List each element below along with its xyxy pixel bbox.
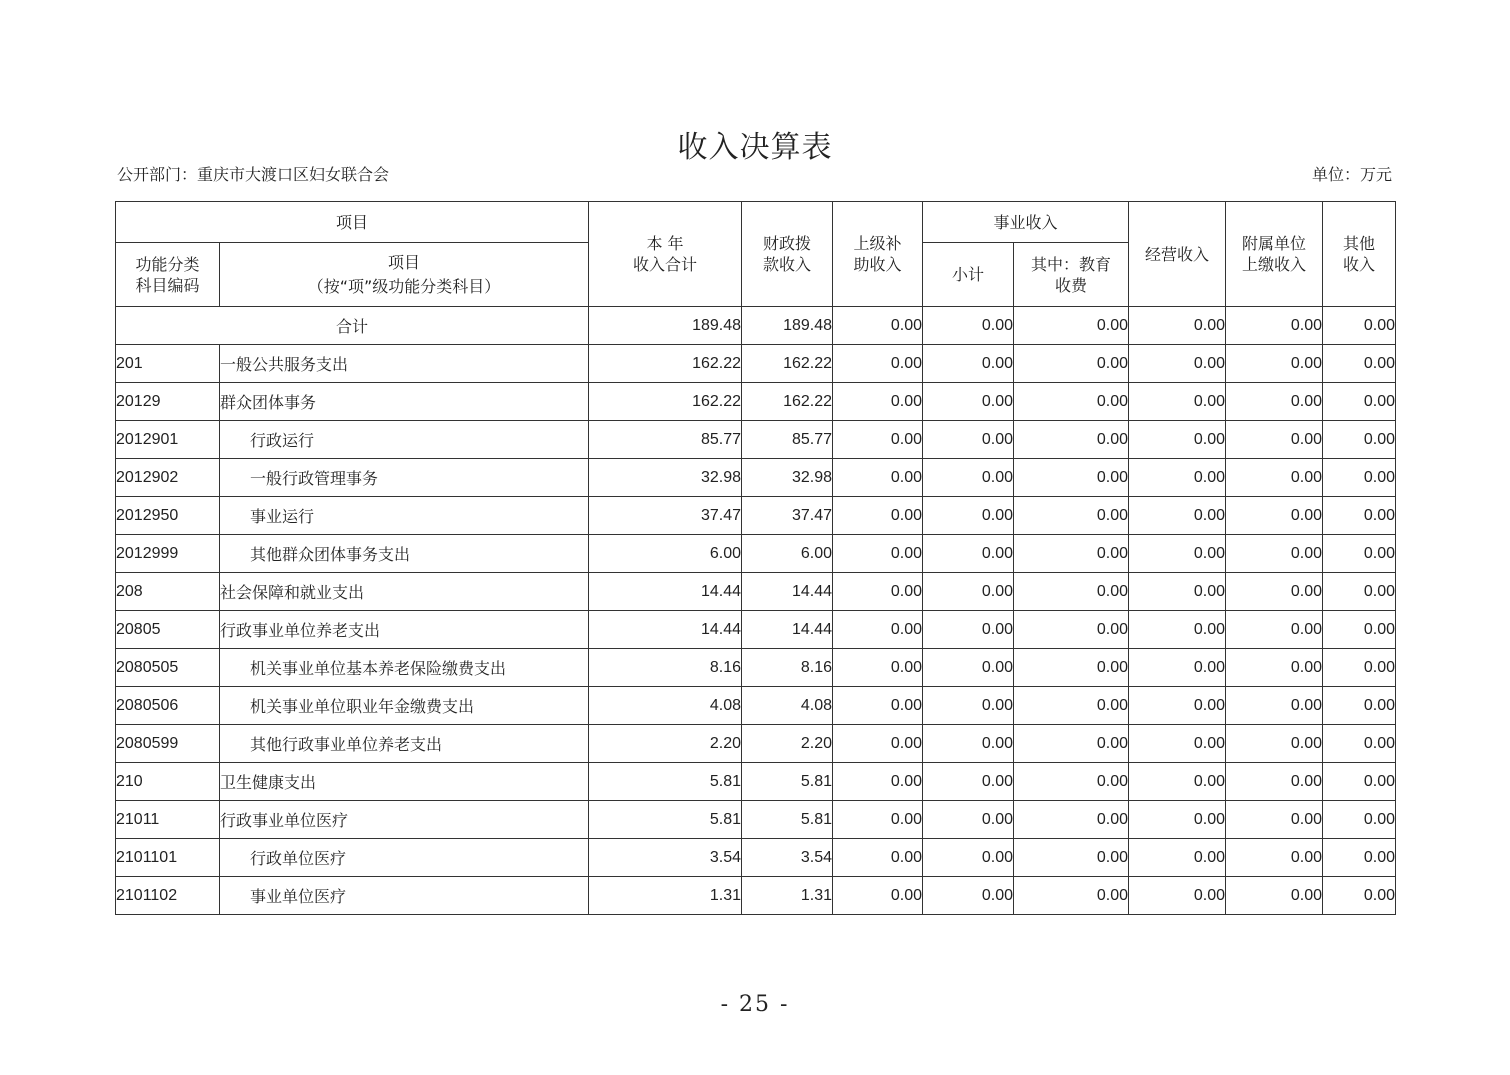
header-total bbox=[589, 202, 742, 307]
row-name: 群众团体事务 bbox=[220, 383, 589, 421]
row-value: 0.00 bbox=[923, 763, 1014, 801]
row-value: 0.00 bbox=[833, 421, 923, 459]
table-row bbox=[116, 687, 1396, 725]
row-value: 0.00 bbox=[833, 763, 923, 801]
table-row bbox=[116, 383, 1396, 421]
total-value: 0.00 bbox=[1014, 307, 1129, 345]
row-value: 3.54 bbox=[742, 839, 833, 877]
department-label: 公开部门：重庆市大渡口区妇女联合会 bbox=[117, 165, 390, 184]
row-value: 32.98 bbox=[742, 459, 833, 497]
row-value: 0.00 bbox=[1129, 877, 1226, 915]
row-name: 其他群众团体事务支出 bbox=[220, 535, 589, 573]
row-value: 0.00 bbox=[1129, 459, 1226, 497]
row-value: 14.44 bbox=[742, 573, 833, 611]
row-value: 85.77 bbox=[742, 421, 833, 459]
row-value: 0.00 bbox=[1129, 611, 1226, 649]
row-value: 0.00 bbox=[1014, 839, 1129, 877]
row-value: 162.22 bbox=[589, 345, 742, 383]
row-value: 0.00 bbox=[1014, 459, 1129, 497]
row-value: 37.47 bbox=[589, 497, 742, 535]
row-value: 0.00 bbox=[1323, 535, 1396, 573]
row-value: 0.00 bbox=[1323, 573, 1396, 611]
row-value: 0.00 bbox=[1226, 801, 1323, 839]
row-code: 2012902 bbox=[116, 459, 220, 497]
total-label: 合计 bbox=[116, 307, 589, 345]
header-edu-line2: 收费 bbox=[1055, 275, 1088, 295]
row-value: 0.00 bbox=[923, 839, 1014, 877]
row-value: 0.00 bbox=[923, 687, 1014, 725]
header-total-line2: 收入合计 bbox=[633, 255, 698, 274]
row-value: 0.00 bbox=[1129, 649, 1226, 687]
row-value: 0.00 bbox=[1226, 725, 1323, 763]
row-value: 14.44 bbox=[589, 573, 742, 611]
table-row bbox=[116, 421, 1396, 459]
row-value: 0.00 bbox=[1129, 345, 1226, 383]
row-value: 14.44 bbox=[589, 611, 742, 649]
header-subtotal: 小计 bbox=[923, 243, 1014, 307]
header-code-line1: 功能分类 bbox=[135, 254, 200, 274]
row-value: 0.00 bbox=[923, 649, 1014, 687]
header-upper-line2: 助收入 bbox=[853, 255, 902, 274]
table-row bbox=[116, 839, 1396, 877]
row-value: 0.00 bbox=[1014, 345, 1129, 383]
row-value: 0.00 bbox=[1323, 649, 1396, 687]
row-code: 21011 bbox=[116, 801, 220, 839]
row-value: 0.00 bbox=[1129, 725, 1226, 763]
row-value: 0.00 bbox=[1226, 421, 1323, 459]
header-name-line2: （按“项”级功能分类科目） bbox=[307, 277, 501, 296]
row-value: 0.00 bbox=[1129, 839, 1226, 877]
row-code: 20805 bbox=[116, 611, 220, 649]
row-value: 0.00 bbox=[1226, 839, 1323, 877]
row-value: 0.00 bbox=[833, 573, 923, 611]
row-value: 0.00 bbox=[833, 535, 923, 573]
row-value: 8.16 bbox=[742, 649, 833, 687]
row-value: 0.00 bbox=[1014, 725, 1129, 763]
total-row bbox=[116, 307, 1396, 345]
row-value: 0.00 bbox=[833, 383, 923, 421]
row-code: 20129 bbox=[116, 383, 220, 421]
header-fiscal-line2: 款收入 bbox=[763, 255, 812, 274]
header-item-group: 项目 bbox=[116, 202, 589, 243]
row-value: 0.00 bbox=[833, 877, 923, 915]
row-value: 0.00 bbox=[1323, 877, 1396, 915]
page-number: - 25 - bbox=[720, 992, 790, 1017]
total-value: 0.00 bbox=[1323, 307, 1396, 345]
row-value: 5.81 bbox=[742, 763, 833, 801]
row-value: 2.20 bbox=[589, 725, 742, 763]
row-value: 0.00 bbox=[923, 877, 1014, 915]
table-row bbox=[116, 649, 1396, 687]
row-name: 行政事业单位医疗 bbox=[220, 801, 589, 839]
row-value: 14.44 bbox=[742, 611, 833, 649]
row-code: 201 bbox=[116, 345, 220, 383]
header-operating: 经营收入 bbox=[1129, 202, 1226, 307]
row-value: 0.00 bbox=[1323, 497, 1396, 535]
row-value: 1.31 bbox=[589, 877, 742, 915]
row-value: 0.00 bbox=[1323, 345, 1396, 383]
table-body bbox=[116, 307, 1396, 915]
row-value: 0.00 bbox=[833, 497, 923, 535]
row-name: 行政单位医疗 bbox=[220, 839, 589, 877]
row-value: 0.00 bbox=[833, 801, 923, 839]
total-value: 0.00 bbox=[833, 307, 923, 345]
row-value: 0.00 bbox=[1323, 459, 1396, 497]
row-value: 0.00 bbox=[1226, 687, 1323, 725]
row-value: 1.31 bbox=[742, 877, 833, 915]
row-code: 2101101 bbox=[116, 839, 220, 877]
table-row bbox=[116, 763, 1396, 801]
row-code: 2080506 bbox=[116, 687, 220, 725]
table-row bbox=[116, 801, 1396, 839]
row-value: 162.22 bbox=[742, 345, 833, 383]
row-value: 0.00 bbox=[923, 535, 1014, 573]
row-value: 37.47 bbox=[742, 497, 833, 535]
row-code: 2101102 bbox=[116, 877, 220, 915]
total-value: 189.48 bbox=[589, 307, 742, 345]
header-fiscal-line1: 财政拨 bbox=[763, 234, 812, 253]
row-value: 0.00 bbox=[923, 573, 1014, 611]
row-name: 机关事业单位职业年金缴费支出 bbox=[220, 687, 589, 725]
header-code-line2: 科目编码 bbox=[135, 275, 200, 295]
row-value: 0.00 bbox=[833, 459, 923, 497]
row-value: 0.00 bbox=[1323, 687, 1396, 725]
row-name: 机关事业单位基本养老保险缴费支出 bbox=[220, 649, 589, 687]
row-value: 3.54 bbox=[589, 839, 742, 877]
total-value: 0.00 bbox=[1226, 307, 1323, 345]
row-value: 0.00 bbox=[1129, 421, 1226, 459]
total-value: 0.00 bbox=[1129, 307, 1226, 345]
header-other-line1: 其他 bbox=[1343, 234, 1376, 253]
row-value: 0.00 bbox=[1014, 687, 1129, 725]
row-value: 162.22 bbox=[589, 383, 742, 421]
header-other bbox=[1323, 202, 1396, 307]
header-row-1 bbox=[116, 202, 1396, 243]
row-value: 0.00 bbox=[1226, 573, 1323, 611]
header-edu bbox=[1014, 243, 1129, 307]
row-value: 2.20 bbox=[742, 725, 833, 763]
table-row bbox=[116, 611, 1396, 649]
table-row bbox=[116, 345, 1396, 383]
row-value: 8.16 bbox=[589, 649, 742, 687]
row-value: 6.00 bbox=[589, 535, 742, 573]
header-code bbox=[116, 243, 220, 307]
row-value: 0.00 bbox=[1226, 763, 1323, 801]
row-value: 0.00 bbox=[923, 459, 1014, 497]
row-value: 0.00 bbox=[1014, 535, 1129, 573]
row-value: 0.00 bbox=[1129, 383, 1226, 421]
row-value: 0.00 bbox=[1129, 763, 1226, 801]
row-value: 0.00 bbox=[833, 725, 923, 763]
row-value: 0.00 bbox=[1226, 497, 1323, 535]
row-value: 0.00 bbox=[1226, 345, 1323, 383]
header-fiscal bbox=[742, 202, 833, 307]
row-value: 0.00 bbox=[833, 839, 923, 877]
header-other-line2: 收入 bbox=[1343, 255, 1376, 274]
header-total-line1: 本 年 bbox=[646, 234, 684, 253]
table-row bbox=[116, 877, 1396, 915]
income-table bbox=[115, 201, 1396, 915]
row-value: 0.00 bbox=[923, 801, 1014, 839]
row-value: 4.08 bbox=[742, 687, 833, 725]
row-value: 0.00 bbox=[1014, 801, 1129, 839]
row-value: 0.00 bbox=[1226, 611, 1323, 649]
row-value: 0.00 bbox=[1226, 459, 1323, 497]
row-code: 2012950 bbox=[116, 497, 220, 535]
row-value: 0.00 bbox=[1323, 421, 1396, 459]
row-value: 0.00 bbox=[1226, 649, 1323, 687]
row-value: 4.08 bbox=[589, 687, 742, 725]
row-value: 0.00 bbox=[923, 345, 1014, 383]
row-value: 5.81 bbox=[589, 801, 742, 839]
row-name: 其他行政事业单位养老支出 bbox=[220, 725, 589, 763]
table-row bbox=[116, 725, 1396, 763]
row-value: 0.00 bbox=[1014, 611, 1129, 649]
row-value: 5.81 bbox=[742, 801, 833, 839]
table-row bbox=[116, 573, 1396, 611]
row-value: 0.00 bbox=[1323, 839, 1396, 877]
row-value: 0.00 bbox=[1014, 763, 1129, 801]
header-edu-line1: 其中：教育 bbox=[1031, 254, 1112, 274]
header-affiliate-line2: 上缴收入 bbox=[1242, 255, 1307, 274]
row-code: 208 bbox=[116, 573, 220, 611]
row-value: 5.81 bbox=[589, 763, 742, 801]
row-name: 一般行政管理事务 bbox=[220, 459, 589, 497]
row-code: 2012999 bbox=[116, 535, 220, 573]
row-value: 0.00 bbox=[1129, 801, 1226, 839]
row-value: 0.00 bbox=[923, 497, 1014, 535]
row-name: 卫生健康支出 bbox=[220, 763, 589, 801]
row-name: 事业单位医疗 bbox=[220, 877, 589, 915]
unit-label: 单位：万元 bbox=[1311, 165, 1392, 184]
header-business-group: 事业收入 bbox=[923, 202, 1129, 243]
total-value: 189.48 bbox=[742, 307, 833, 345]
row-code: 2012901 bbox=[116, 421, 220, 459]
row-value: 0.00 bbox=[833, 687, 923, 725]
row-value: 0.00 bbox=[1323, 383, 1396, 421]
row-value: 0.00 bbox=[923, 383, 1014, 421]
row-code: 2080599 bbox=[116, 725, 220, 763]
header-affiliate-line1: 附属单位 bbox=[1242, 234, 1307, 253]
row-value: 0.00 bbox=[1014, 877, 1129, 915]
row-value: 0.00 bbox=[1226, 877, 1323, 915]
header-affiliate bbox=[1226, 202, 1323, 307]
table-row bbox=[116, 535, 1396, 573]
row-value: 0.00 bbox=[833, 611, 923, 649]
page-title: 收入决算表 bbox=[677, 130, 833, 165]
row-value: 0.00 bbox=[833, 345, 923, 383]
row-value: 0.00 bbox=[833, 649, 923, 687]
row-value: 0.00 bbox=[1226, 535, 1323, 573]
row-value: 0.00 bbox=[923, 421, 1014, 459]
row-value: 0.00 bbox=[923, 725, 1014, 763]
table-row bbox=[116, 459, 1396, 497]
total-value: 0.00 bbox=[923, 307, 1014, 345]
row-value: 85.77 bbox=[589, 421, 742, 459]
row-value: 0.00 bbox=[1129, 687, 1226, 725]
row-value: 0.00 bbox=[1129, 573, 1226, 611]
row-value: 0.00 bbox=[1014, 497, 1129, 535]
header-name bbox=[220, 243, 589, 307]
row-value: 0.00 bbox=[1323, 801, 1396, 839]
row-name: 行政运行 bbox=[220, 421, 589, 459]
row-name: 一般公共服务支出 bbox=[220, 345, 589, 383]
header-upper-line1: 上级补 bbox=[853, 234, 902, 253]
row-value: 0.00 bbox=[1323, 763, 1396, 801]
row-value: 0.00 bbox=[923, 611, 1014, 649]
row-name: 社会保障和就业支出 bbox=[220, 573, 589, 611]
row-name: 行政事业单位养老支出 bbox=[220, 611, 589, 649]
row-code: 2080505 bbox=[116, 649, 220, 687]
row-value: 0.00 bbox=[1323, 611, 1396, 649]
table-row bbox=[116, 497, 1396, 535]
header-upper bbox=[833, 202, 923, 307]
row-value: 0.00 bbox=[1014, 383, 1129, 421]
row-value: 32.98 bbox=[589, 459, 742, 497]
row-value: 0.00 bbox=[1014, 573, 1129, 611]
row-value: 0.00 bbox=[1014, 421, 1129, 459]
row-value: 6.00 bbox=[742, 535, 833, 573]
row-value: 0.00 bbox=[1129, 535, 1226, 573]
row-name: 事业运行 bbox=[220, 497, 589, 535]
row-code: 210 bbox=[116, 763, 220, 801]
header-name-line1: 项目 bbox=[388, 253, 421, 272]
row-value: 162.22 bbox=[742, 383, 833, 421]
row-value: 0.00 bbox=[1323, 725, 1396, 763]
row-value: 0.00 bbox=[1129, 497, 1226, 535]
row-value: 0.00 bbox=[1226, 383, 1323, 421]
row-value: 0.00 bbox=[1014, 649, 1129, 687]
